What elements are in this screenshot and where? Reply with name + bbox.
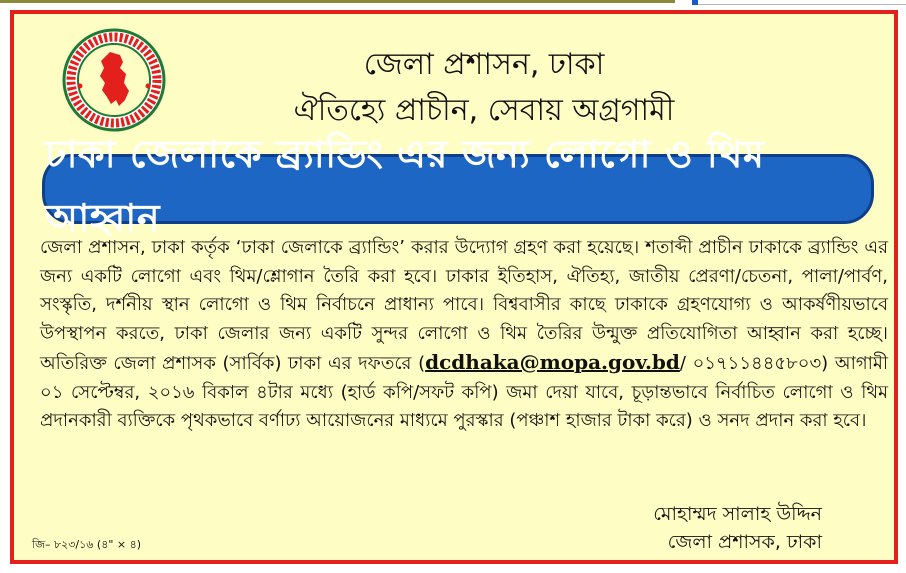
banner-title: ঢাকা জেলাকে ব্র্যান্ডিং এর জন্য লোগো ও থিম আহ্বান	[45, 132, 765, 240]
notice-body	[40, 234, 888, 436]
office-heading: জেলা প্রশাসন, ঢাকা	[363, 47, 605, 82]
body-text-part2: / ০১৭১১৪৪৫৮০৩) আগামী ০১ সেপ্টেম্বর, ২০১৬ বিকাল ৪টার মধ্যে (হার্ড কপি/সফট কপি) জমা দেয়া যাবে, চূড়ান্তভাবে নির্বাচিত লোগো ও থিম প্রদানকারী ব্যক্তিকে পৃথকভাবে বর্ণাঢ্য আয়োজনের মাধ্যমে পুরস্কার (পঞ্চাশ হাজার টাকা করে) ও সনদ প্রদান করা হবে।	[40, 353, 889, 431]
top-strip	[0, 0, 906, 6]
body-open-paren: (	[418, 353, 426, 374]
tagline-heading: ঐতিহ্যে প্রাচীন, সেবায় অগ্রগামী	[293, 93, 675, 128]
body-text-part1: জেলা প্রশাসন, ঢাকা কর্তৃক ‘ঢাকা জেলাকে ব্র্যান্ডিং’ করার উদ্যোগ গ্রহণ করা হয়েছে। শতাব্দী প্রাচীন ঢাকাকে ব্র্যান্ডিং এর জন্য একটি লোগো এবং থিম/শ্লোগান তৈরি করা হবে। ঢাকার ইতিহাস, ঐতিহ্য, জাতীয় প্রেরণা/চেতনা, পালা/পার্বণ, সংস্কৃতি, দর্শনীয় স্থান লোগো ও থিম নির্বাচনে প্রাধান্য পাবে। বিশ্ববাসীর কাছে ঢাকাকে গ্রহণযোগ্য ও আকর্ষণীয়ভাবে উপস্থাপন করতে, ঢাকা জেলার জন্য একটি সুন্দর লোগো ও থিম তৈরির উন্মুক্ত প্রতিযোগিতা আহ্বান করা হচ্ছে। অতিরিক্ত জেলা প্রশাসক (সার্বিক) ঢাকা এর দফতরে	[40, 237, 888, 374]
olive-rule	[0, 0, 675, 3]
signatory-name: মোহাম্মদ সালাহ উদ্দিন	[653, 503, 822, 525]
title-banner	[42, 132, 874, 240]
gray-rule	[698, 0, 906, 5]
bangladesh-government-seal-icon	[62, 28, 166, 132]
ad-reference-code: জি– ৮২৩/১৬ (৪" × ৪)	[32, 538, 142, 551]
advertisement-panel	[10, 10, 898, 564]
contact-email-link[interactable]: dcdhaka@mopa.gov.bd	[425, 350, 680, 374]
signatory-designation: জেলা প্রশাসক, ঢাকা	[667, 531, 822, 553]
